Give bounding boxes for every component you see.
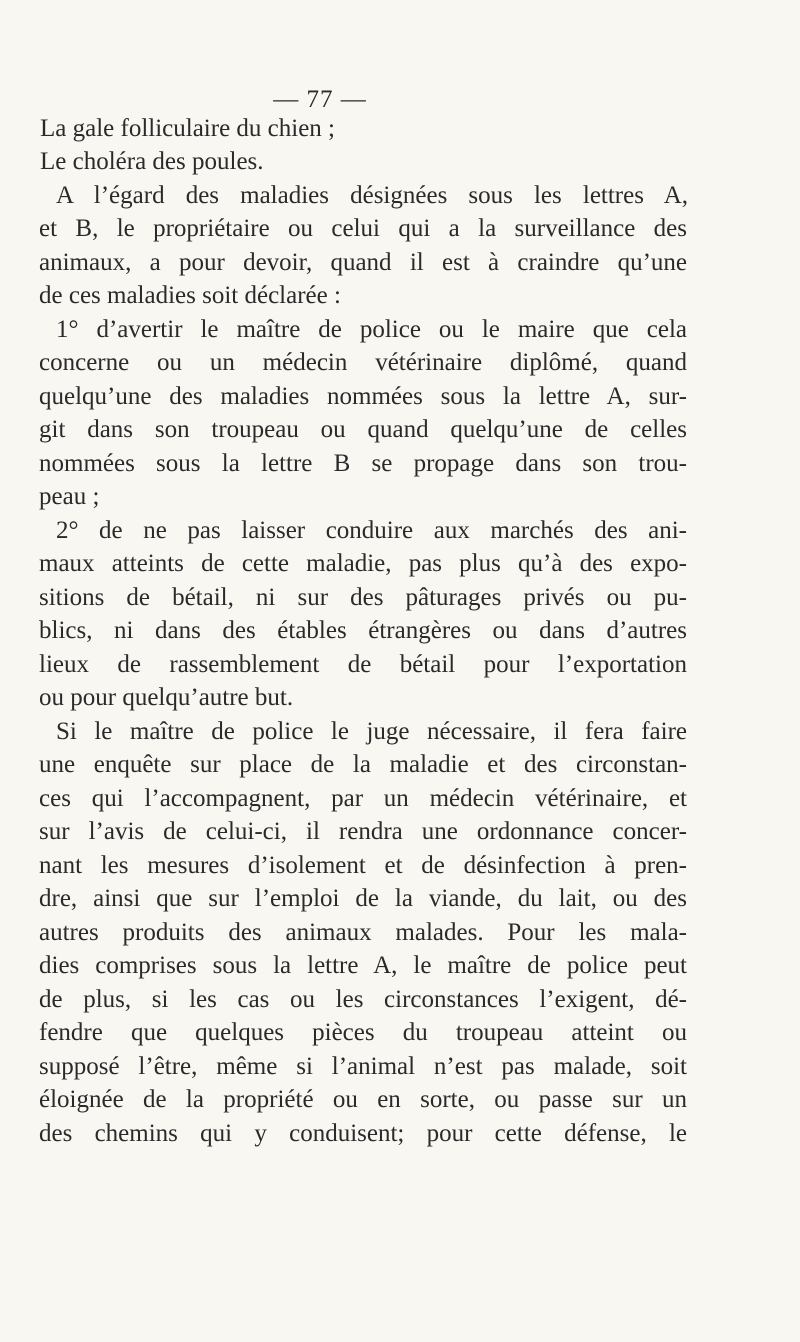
text-line: supposé l’être, même si l’animal n’est pas malade, soit <box>39 1053 687 1080</box>
text-line: animaux, a pour devoir, quand il est à craindre qu’une <box>39 249 687 276</box>
text-line: dre, ainsi que sur l’emploi de la viande, du lait, ou des <box>39 885 687 912</box>
text-line: quelqu’une des maladies nommées sous la lettre A, sur- <box>39 383 687 410</box>
text-line: sur l’avis de celui-ci, il rendra une ordonnance concer- <box>39 818 687 845</box>
text-line: La gale folliculaire du chien ; <box>40 115 336 142</box>
text-line: git dans son troupeau ou quand quelqu’une de celles <box>39 416 687 443</box>
text-line: Si le maître de police le juge nécessaire, il fera faire <box>56 718 687 745</box>
text-line: dies comprises sous la lettre A, le maître de police peut <box>39 952 687 979</box>
text-line: nommées sous la lettre B se propage dans son trou- <box>39 450 687 477</box>
text-line: peau ; <box>39 483 100 510</box>
text-line: de ces maladies soit déclarée : <box>39 282 341 309</box>
text-line: lieux de rassemblement de bétail pour l’exportation <box>39 651 687 678</box>
text-line: de plus, si les cas ou les circonstances l’exigent, dé- <box>39 986 687 1013</box>
text-line: ces qui l’accompagnent, par un médecin vétérinaire, et <box>39 785 687 812</box>
text-line: autres produits des animaux malades. Pour les mala- <box>39 919 687 946</box>
text-line: 1° d’avertir le maître de police ou le maire que cela <box>56 316 687 343</box>
text-line: fendre que quelques pièces du troupeau atteint ou <box>39 1019 687 1046</box>
text-line: une enquête sur place de la maladie et des circonstan- <box>39 751 687 778</box>
page-number: — 77 — <box>273 86 367 113</box>
text-line: 2° de ne pas laisser conduire aux marchés des ani- <box>56 517 687 544</box>
text-line: nant les mesures d’isolement et de désinfection à pren- <box>39 852 687 879</box>
text-line: et B, le propriétaire ou celui qui a la surveillance des <box>39 215 687 242</box>
text-line: sitions de bétail, ni sur des pâturages privés ou pu- <box>39 584 687 611</box>
text-line: des chemins qui y conduisent; pour cette défense, le <box>39 1120 687 1147</box>
text-line: éloignée de la propriété ou en sorte, ou passe sur un <box>39 1086 687 1113</box>
text-line: Le choléra des poules. <box>40 148 264 175</box>
text-line: blics, ni dans des étables étrangères ou dans d’autres <box>39 617 687 644</box>
text-line: A l’égard des maladies désignées sous les lettres A, <box>56 182 688 209</box>
text-line: concerne ou un médecin vétérinaire diplômé, quand <box>39 349 687 376</box>
text-line: ou pour quelqu’autre but. <box>39 684 294 711</box>
text-line: maux atteints de cette maladie, pas plus qu’à des expo- <box>39 550 687 577</box>
